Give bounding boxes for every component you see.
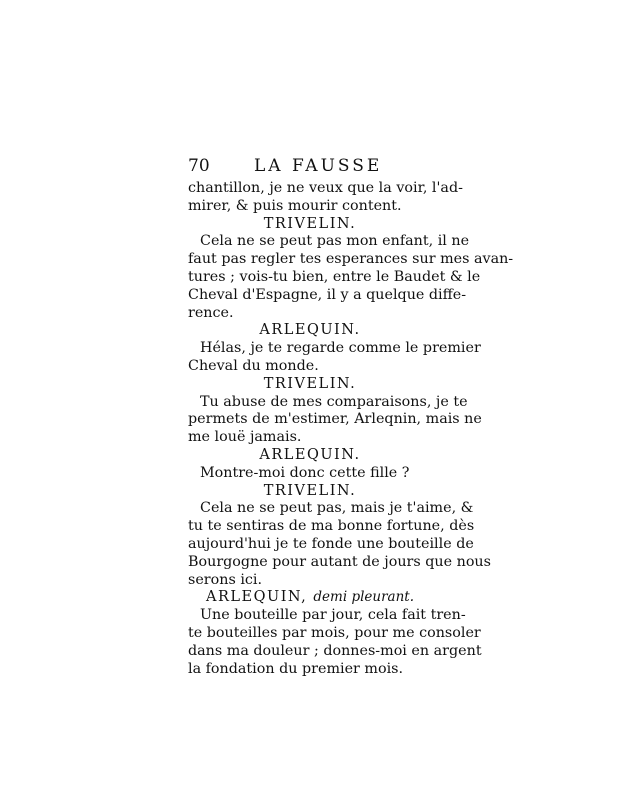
text-line: permets de m'estimer, Arleqnin, mais ne <box>188 411 482 428</box>
page-header <box>188 158 432 180</box>
text-line: Une bouteille par jour, cela fait tren- <box>200 607 466 624</box>
text-line: Hélas, je te regarde comme le premier <box>200 340 481 357</box>
book-page <box>188 156 514 678</box>
dialogue-paragraph <box>188 340 481 376</box>
text-line: tures ; vois-tu bien, entre le Baudet & le <box>188 268 481 285</box>
text-line: Montre-moi donc cette fille ? <box>200 464 410 481</box>
text-line: Cheval du monde. <box>188 357 319 374</box>
dialogue-paragraph <box>188 180 463 216</box>
text-line: faut pas regler tes esperances sur mes avan- <box>188 251 514 268</box>
text-line: Cela ne se peut pas mon enfant, il ne <box>200 233 470 250</box>
text-line: me louë jamais. <box>188 429 302 446</box>
dialogue-paragraph <box>188 607 482 678</box>
text-line: chantillon, je ne veux que la voir, l'ad- <box>188 180 463 196</box>
stage-direction: demi pleurant. <box>313 589 415 606</box>
text-line: rence. <box>188 304 234 321</box>
text-line: aujourd'hui je te fonde une bouteille de <box>188 535 474 552</box>
text-line: Tu abuse de mes comparaisons, je te <box>200 393 468 410</box>
text-line: Cela ne se peut pas, mais je t'aime, & <box>200 500 474 517</box>
dialogue-paragraph <box>188 233 514 322</box>
speaker-name: ARLEQUIN. <box>259 322 361 339</box>
text-line: te bouteilles par mois, pour me consoler <box>188 624 481 641</box>
dialogue-paragraph <box>188 500 491 589</box>
text-line: tu te sentiras de ma bonne fortune, dès <box>188 518 475 535</box>
text-line: dans ma douleur ; donnes-moi en argent <box>188 642 482 659</box>
speaker-name: TRIVELIN. <box>263 375 357 392</box>
dialogue-paragraph <box>188 393 482 447</box>
speaker-heading <box>188 376 432 394</box>
speaker-heading <box>188 447 432 465</box>
page-number: 70 <box>188 156 210 176</box>
page-body <box>188 180 514 678</box>
dialogue-paragraph <box>188 465 432 483</box>
speaker-name: ARLEQUIN. <box>259 446 361 463</box>
speaker-name: TRIVELIN. <box>263 215 357 232</box>
text-line: serons ici. <box>188 571 263 588</box>
speaker-name: TRIVELIN. <box>263 482 357 499</box>
text-line: Bourgogne pour autant de jours que nous <box>188 553 491 570</box>
text-line: Cheval d'Espagne, il y a quelque diffe- <box>188 286 467 303</box>
text-line: la fondation du premier mois. <box>188 660 404 677</box>
speaker-heading <box>188 322 432 340</box>
speaker-heading <box>188 589 432 607</box>
text-line: mirer, & puis mourir content. <box>188 197 402 214</box>
speaker-name: ARLEQUIN, <box>205 589 308 606</box>
running-head: LA FAUSSE <box>254 156 383 176</box>
speaker-heading <box>188 483 432 501</box>
speaker-heading <box>188 216 432 234</box>
